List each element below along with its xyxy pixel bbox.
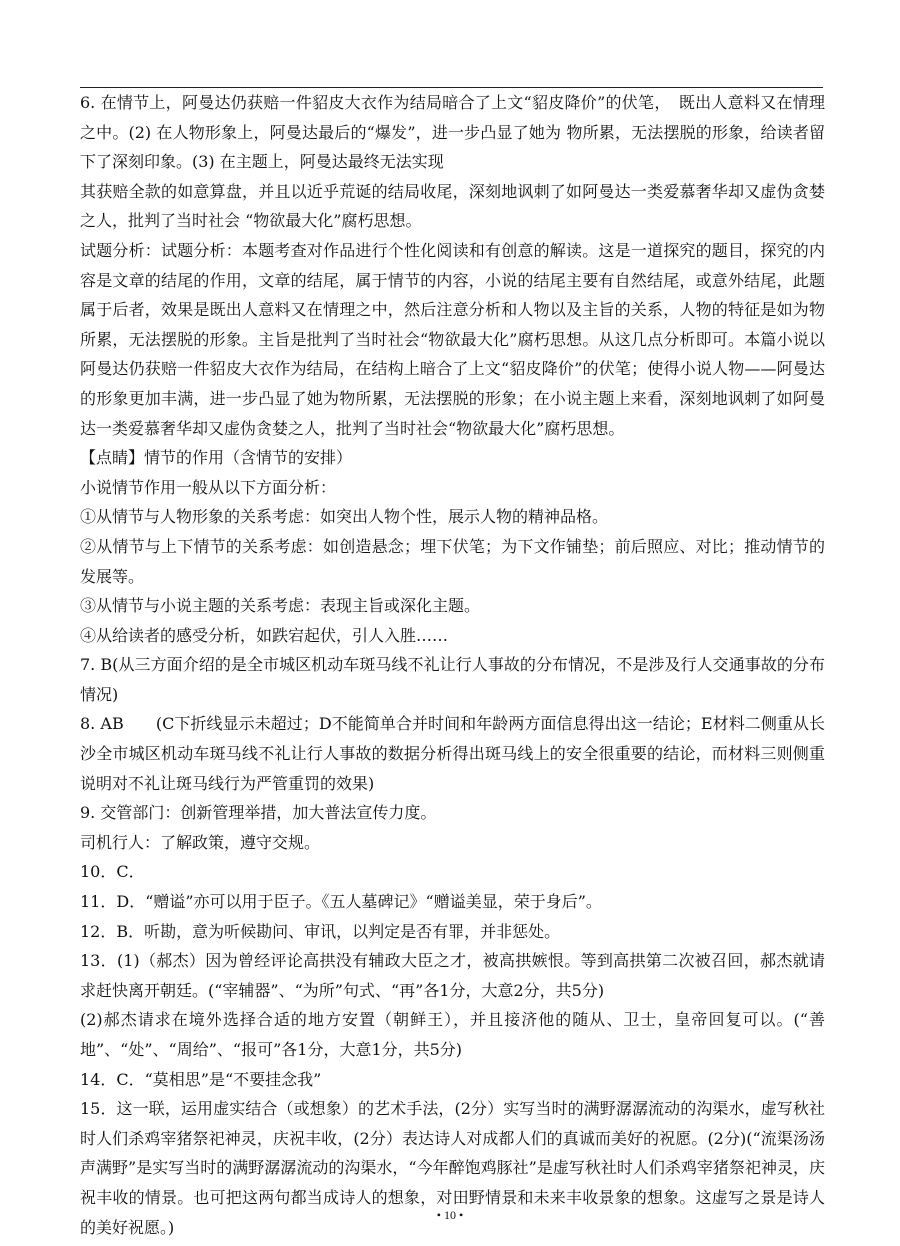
tip-point-4: ④从给读者的感受分析，如跌宕起伏，引人入胜……: [80, 625, 449, 645]
page-number: • 10 •: [436, 1208, 464, 1222]
answer-15: 15．这一联，运用虚实结合（或想象）的艺术手法，(2分）实写当时的满野潺潺流动的沟渠水，虚写秋社时人们杀鸡宰猪祭祀神灵，庆祝丰收，(2分）表达诗人对成都人们的真诚而美好的祝愿。(2分)(“流渠汤汤声满野”是实写当时的满野潺潺流动的沟渠水，“今年醉饱鸡豚社”是虚写秋社时人们杀鸡宰猪祭祀神灵，庆祝丰收的情景。也可把这两句都当成诗人的想象，对田野情景和未来丰收景象的想象。这虚写之景是诗人的美好祝愿。): [80, 1099, 825, 1237]
answer-11: 11．D．“赠谥”亦可以用于臣子。《五人墓碑记》“赠谥美显，荣于身后”。: [80, 892, 602, 912]
answer-content: [80, 88, 825, 1242]
tip-point-2: ②从情节与上下情节的关系考虑：如创造悬念；埋下伏笔；为下文作铺垫；前后照应、对比；推动情节的发展等。: [80, 536, 825, 586]
answer-6-paragraph: 6. 在情节上，阿曼达仍获赔一件貂皮大衣作为结局暗合了上文“貂皮降价”的伏笔， 既出人意料又在情理之中。(2) 在人物形象上，阿曼达最后的“爆发”，进一步凸显了她为 物所累，无法摆脱的形象，给读者留下了深刻印象。(3) 在主题上，阿曼达最终无法实现: [80, 93, 825, 172]
answer-6-continuation: 其获赔全款的如意算盘，并且以近乎荒诞的结局收尾，深刻地讽刺了如阿曼达一类爱慕奢华却又虚伪贪婪之人，批判了当时社会 “物欲最大化”腐朽思想。: [80, 181, 825, 231]
tip-intro: 小说情节作用一般从以下方面分析：: [80, 477, 337, 497]
answer-7: 7. B(从三方面介绍的是全市城区机动车斑马线不礼让行人事故的分布情况，不是涉及行人交通事故的分布情况): [80, 655, 825, 704]
answer-12: 12．B．听勘，意为听候勘问、审讯，以判定是否有罪，并非惩处。: [80, 921, 561, 941]
tip-point-1: ①从情节与人物形象的关系考虑：如突出人物个性，展示人物的精神品格。: [80, 507, 609, 527]
answer-10: 10．C．: [80, 862, 145, 882]
answer-8: 8. AB (C下折线显示未超过；D不能简单合并时间和年龄两方面信息得出这一结论；E材料二侧重从长沙全市城区机动车斑马线不礼让行人事故的数据分析得出斑马线上的安全很重要的结论，而材料三则侧重说明对不礼让斑马线行为严管重罚的效果): [80, 714, 825, 793]
tip-heading: 【点睛】情节的作用（含情节的安排）: [80, 448, 353, 468]
analysis-paragraph: 试题分析：试题分析：本题考查对作品进行个性化阅读和有创意的解读。这是一道探究的题目，探究的内容是文章的结尾的作用，文章的结尾，属于情节的内容，小说的结尾主要有自然结尾，或意外结尾，此题属于后者，效果是既出人意料又在情理之中，然后注意分析和人物以及主旨的关系，人物的特征是如为物所累，无法摆脱的形象。主旨是批判了当时社会“物欲最大化”腐朽思想。从这几点分析即可。本篇小说以阿曼达仍获赔一件貂皮大衣作为结局，在结构上暗合了上文“貂皮降价”的伏笔；使得小说人物——阿曼达的形象更加丰满，进一步凸显了她为物所累，无法摆脱的形象；在小说主题上来看，深刻地讽刺了如阿曼达一类爱慕奢华却又虚伪贪婪之人，批判了当时社会“物欲最大化”腐朽思想。: [80, 240, 825, 438]
tip-point-3: ③从情节与小说主题的关系考虑：表现主旨或深化主题。: [80, 596, 481, 616]
answer-9-traffic-dept: 9. 交管部门：创新管理举措，加大普法宣传力度。: [80, 803, 437, 823]
answer-13-part-2: (2)郝杰请求在境外选择合适的地方安置（朝鲜王），并且接济他的随从、卫士，皇帝回复可以。(“善地”、“处”、“周给”、“报可”各1分，大意1分，共5分): [80, 1010, 825, 1059]
answer-13-part-1: 13．(1)（郝杰）因为曾经评论高拱没有辅政大臣之才，被高拱嫉恨。等到高拱第二次被召回，郝杰就请求赶快离开朝廷。(“宰辅器”、“为所”句式、“再”各1分，大意2分，共5分): [80, 951, 825, 1000]
answer-9-drivers: 司机行人：了解政策，遵守交规。: [80, 832, 321, 852]
answer-14: 14．C．“莫相思”是“不要挂念我”: [80, 1069, 322, 1089]
